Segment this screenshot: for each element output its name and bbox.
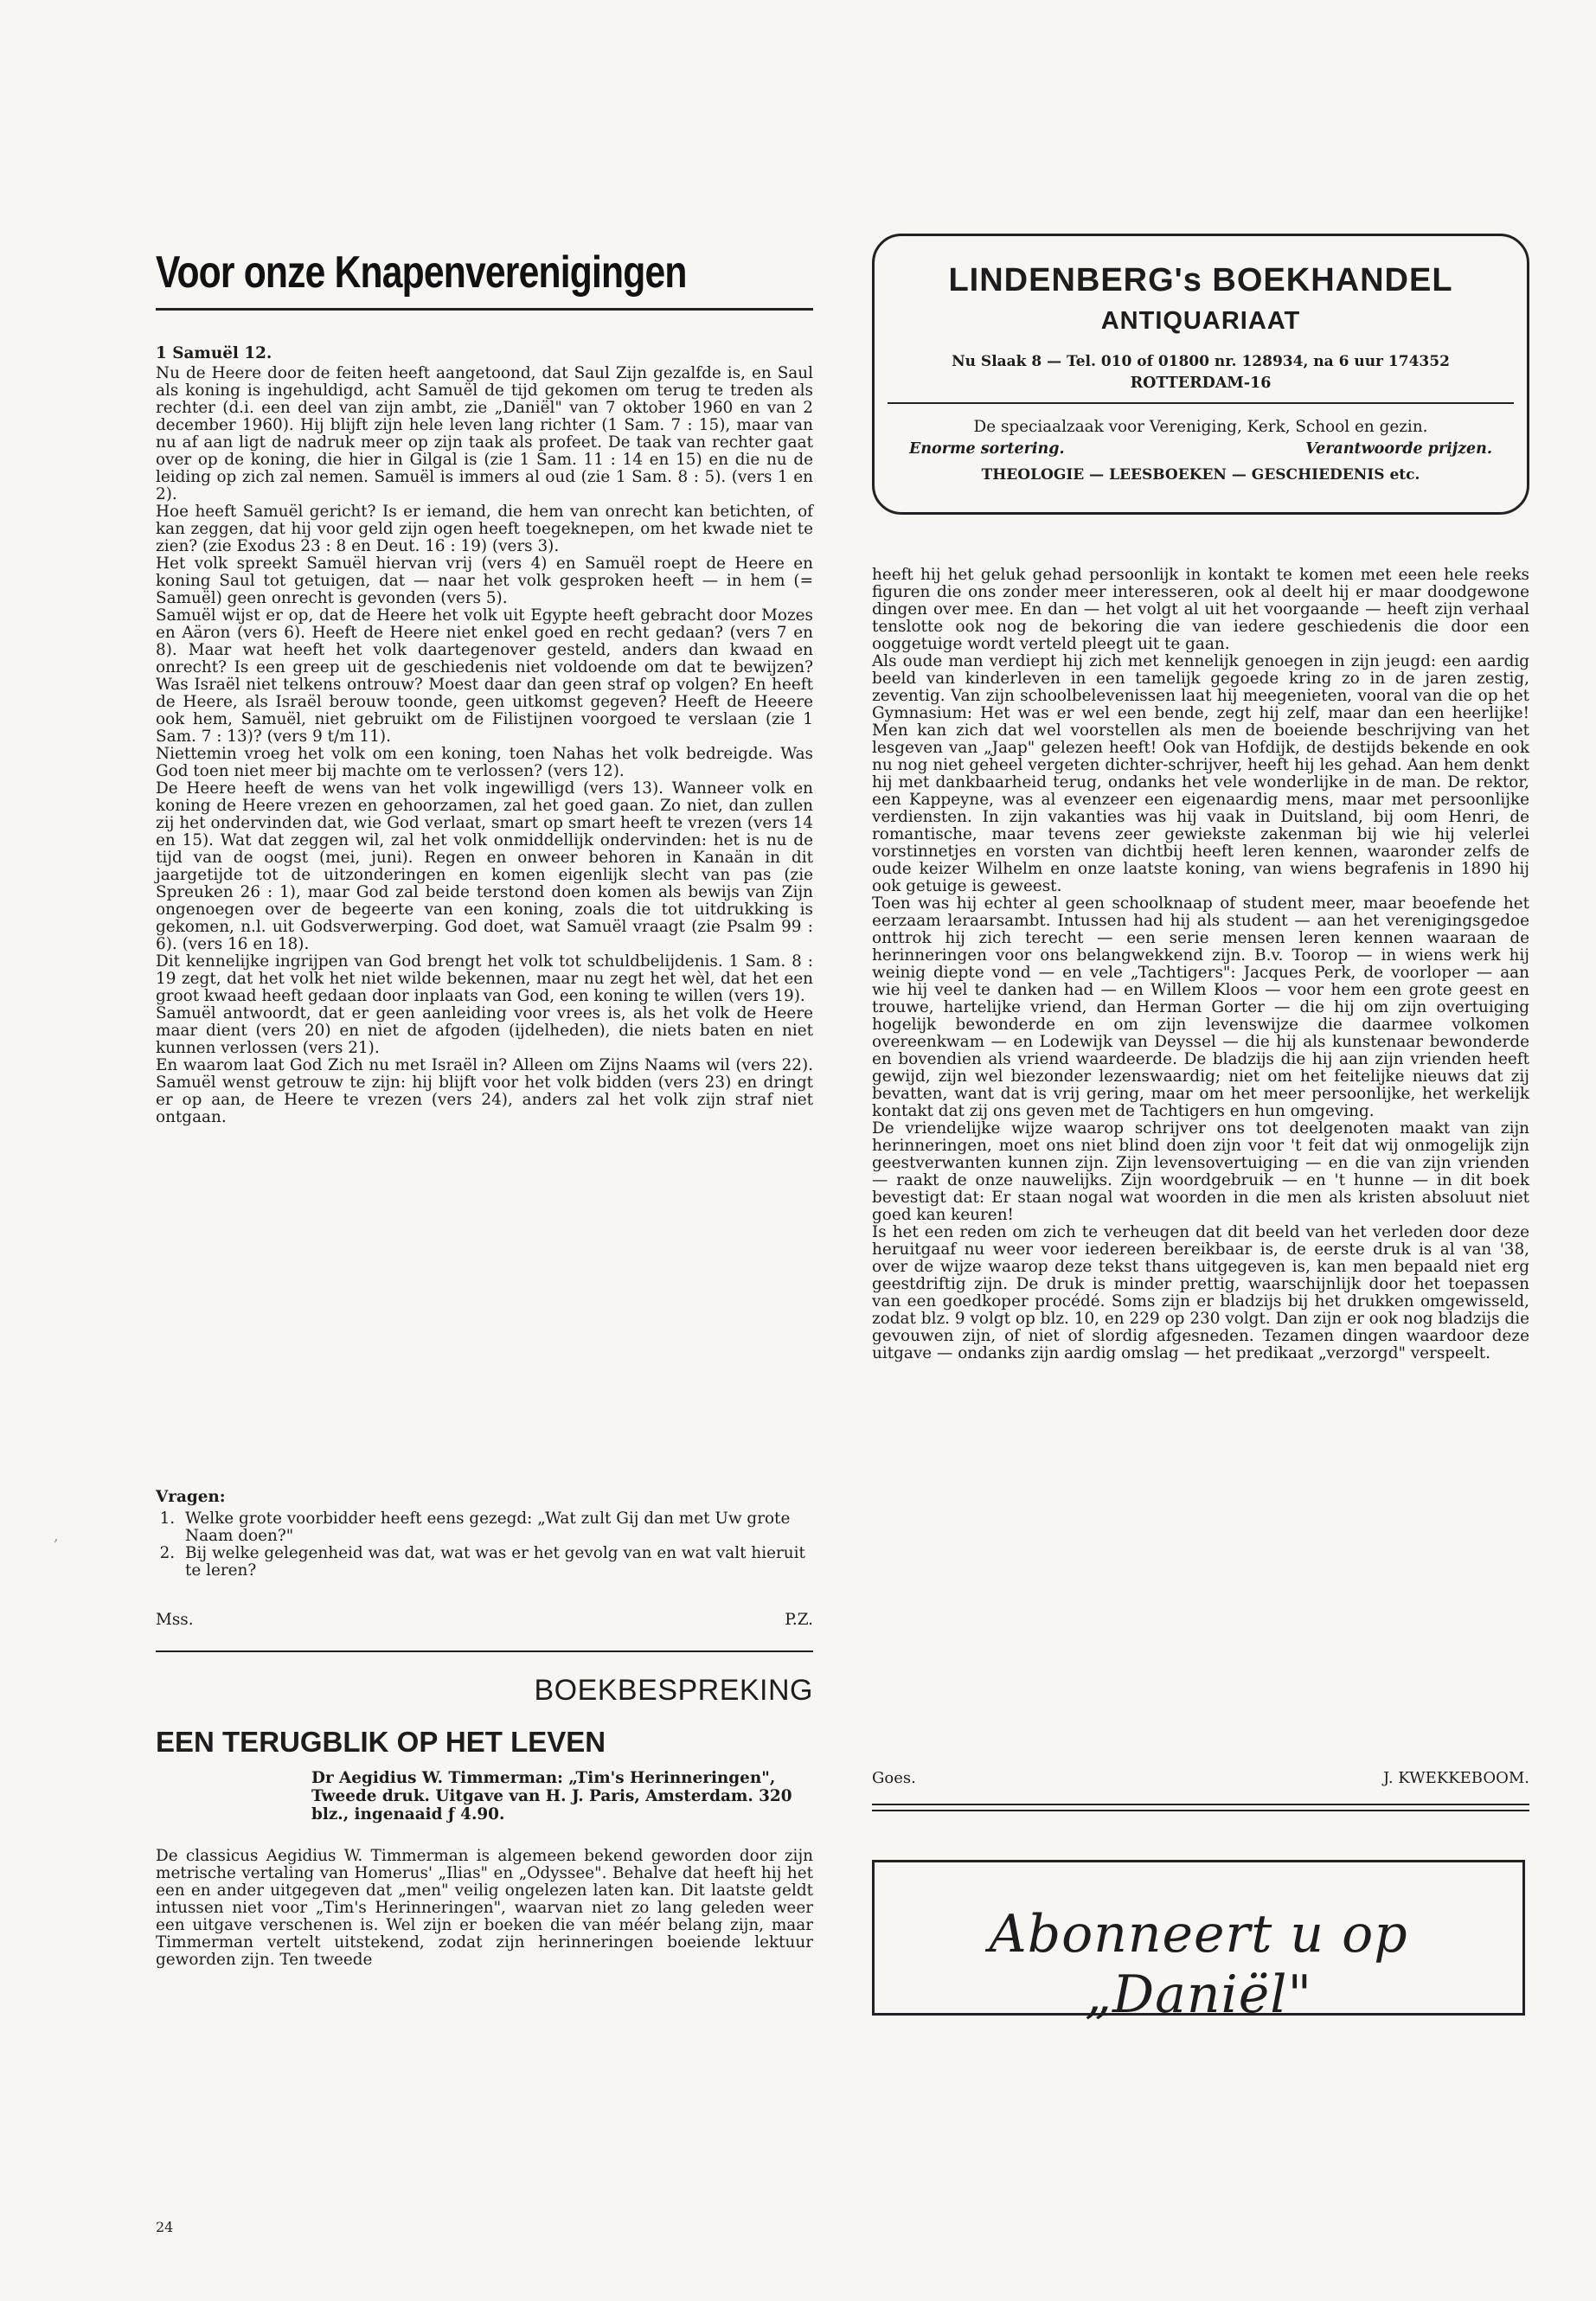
paragraph: Toen was hij echter al geen schoolknaap of student meer, maar beoefende het eerzaam leraarsambt. Intussen had hij als student — aan het verenigingsgedoe onttrok hij zich terecht — een serie mensen leren kennen waaraan de herinneringen voor ons belangwekkend zijn. B.v. Toorop — in wiens werk hij weinig diepte vond — en vele „Tachtigers": Jacques Perk, de voorloper — aan wie hij veel te danken had — en Willem Kloos — voor hem een grote geest en trouwe, hartelijke vriend, dan Herman Gorter — die hij om zijn overtuiging hogelijk bewonderde en om zijn levenswijze die daarmee volkomen overeenkwam — en Lodewijk van Deyssel — die hij als kunstenaar bewonderde en bovendien als vriend waardeerde. De bladzijs die hij aan zijn vrienden heeft gewijd, zijn wel biezonder lezenswaardig; niet om het feitelijke nieuws dat zij bevatten, want dat is vrij gering, maar om het meer persoonlijke, het werkelijk kontakt dat zij ons geven met de Tachtigers en hun omgeving. <box>872 894 1529 1120</box>
review-signature <box>872 1769 1529 1787</box>
signature-name: J. KWEKKEBOOM. <box>1383 1769 1529 1787</box>
paragraph: heeft hij het geluk gehad persoonlijk in kontakt te komen met eeen hele reeks figuren die ons zonder meer interesseren, ook al deelt hij er maar doodgewone dingen over mee. En dan — het volgt al uit het voorgaande — heeft zijn verhaal tenslotte ook nog de bekoring die van iedere geschiedenis die door een ooggetuige wordt verteld pleegt uit te gaan. <box>872 566 1529 653</box>
questions-title: Vragen: <box>156 1488 226 1506</box>
margin-mark: , <box>54 1527 59 1545</box>
paragraph: Niettemin vroeg het volk om een koning, toen Nahas het volk bedreigde. Was God toen niet meer bij machte om te verlossen? (vers 12). <box>156 745 813 780</box>
paragraph: En waarom laat God Zich nu met Israël in? Alleen om Zijns Naams wil (vers 22). Samuël wenst getrouw te zijn: hij blijft voor het volk bidden (vers 23) en dringt er op aan, de Heere te vrezen (vers 24), anders zal het volk zijn straf niet ontgaan. <box>156 1056 813 1126</box>
signature-place: Goes. <box>872 1769 916 1787</box>
question-item: 2. Bij welke gelegenheid was dat, wat was er het gevolg van en wat valt hieruit te leren? <box>180 1545 813 1580</box>
section-rule <box>872 1810 1529 1811</box>
review-body <box>872 567 1529 1362</box>
page-number: 24 <box>156 2219 174 2235</box>
shop-address: Nu Slaak 8 — Tel. 010 of 01800 nr. 128934, na 6 uur 174352 <box>952 353 1450 370</box>
review-intro <box>156 1848 813 1969</box>
review-title: EEN TERUGBLIK OP HET LEVEN <box>156 1726 606 1758</box>
scripture-reference: 1 Samuël 12. <box>156 344 272 362</box>
paragraph: De classicus Aegidius W. Timmerman is algemeen bekend geworden door zijn metrische vertaling van Homerus' „Ilias" en „Odyssee". Behalve dat heeft hij het een en ander uitgegeven dat „men" veilig ongelezen laten kan. Dit laatste geldt intussen niet voor „Tim's Herinneringen", waarvan niet zo lang geleden weer een uitgave verschenen is. Wel zijn er boeken die van méér belang zijn, maar Timmerman vertelt uitstekend, zodat zijn herinneringen boeiende lektuur geworden zijn. Ten tweede <box>156 1847 813 1969</box>
review-section-heading: BOEKBESPREKING <box>534 1674 813 1707</box>
shop-categories: THEOLOGIE — LEESBOEKEN — GESCHIEDENIS etc. <box>981 466 1420 484</box>
paragraph: Hoe heeft Samuël gericht? Is er iemand, die hem van onrecht kan betichten, of kan zeggen, dat hij voor geld zijn ogen heeft toegeknepen, om het kwade niet te zien? (zie Exodus 23 : 8 en Deut. 16 : 19) (vers 3). <box>156 503 813 555</box>
bookshop-advertisement <box>872 234 1529 515</box>
subscribe-advertisement <box>872 1860 1525 2025</box>
paragraph: De vriendelijke wijze waarop schrijver ons tot deelgenoten maakt van zijn herinneringen, moet ons niet blind doen zijn voor 't feit dat wij onmogelijk zijn geestverwanten kunnen zijn. Zijn levensovertuiging — en die van zijn vrienden — raakt de onze nauwelijks. Zijn woordgebruik — en 't hunne — in dit boek bevestigt dat: Er staan nogal wat woorden in die men als kristen absoluut niet goed kan keuren! <box>872 1119 1529 1224</box>
page-title: Voor onze Knapenverenigingen <box>156 247 687 298</box>
paragraph: Nu de Heere door de feiten heeft aangetoond, dat Saul Zijn gezalfde is, en Saul als koning is ingehuldigd, acht Samuël de tijd gekomen om terug te treden als rechter (d.i. een deel van zijn ambt, zie „Daniël" van 7 oktober 1960 en van 2 december 1960). Hij blijft zijn hele leven lang richter (1 Sam. 7 : 15), maar van nu af aan ligt de nadruk meer op zijn taak als profeet. De taak van rechter gaat over op de koning, die hier in Gilgal is (zie 1 Sam. 11 : 14 en 15) en die nu de leiding op zich zal nemen. Samuël is immers al oud (zie 1 Sam. 8 : 5). (vers 1 en 2). <box>156 364 813 503</box>
paragraph: Samuël antwoordt, dat er geen aanleiding voor vrees is, als het volk de Heere maar dient (vers 20) en niet de afgoden (ijdelheden), die niets baten en niet kunnen verlossen (vers 21). <box>156 1004 813 1057</box>
section-rule <box>872 1804 1529 1805</box>
paragraph: Het volk spreekt Samuël hiervan vrij (vers 4) en Samuël roept de Heere en koning Saul tot getuigen, dat — naar het volk gesproken heeft — in hem (= Samuël) geen onrecht is gevonden (vers 5). <box>156 554 813 607</box>
signature-right: P.Z. <box>785 1611 813 1629</box>
question-item: 1. Welke grote voorbidder heeft eens gezegd: „Wat zult Gij dan met Uw grote Naam doen?" <box>180 1510 813 1545</box>
shop-prices: Verantwoorde prijzen. <box>1305 440 1492 458</box>
ad-rule <box>888 402 1514 404</box>
signature-row <box>156 1611 813 1629</box>
signature-left: Mss. <box>156 1611 194 1629</box>
shop-subtitle: ANTIQUARIAAT <box>1100 307 1301 335</box>
title-rule <box>156 308 813 311</box>
article-body <box>156 365 813 1126</box>
paragraph: Dit kennelijke ingrijpen van God brengt het volk tot schuldbelijdenis. 1 Sam. 8 : 19 zegt, dat het volk het niet wilde bekennen, maar nu zegt het wèl, dat het een groot kwaad heeft gedaan door inplaats van God, een koning te willen (vers 19). <box>156 952 813 1005</box>
paragraph: De Heere heeft de wens van het volk ingewilligd (vers 13). Wanneer volk en koning de Heere vrezen en gehoorzamen, zal het goed gaan. Zo niet, dan zullen zij het ondervinden dat, wie God verlaat, smart op smart heeft te vrezen (vers 14 en 15). Wat dat zeggen wil, zal het volk onmiddellijk ondervinden: het is nu de tijd van de oogst (mei, juni). Regen en onweer behoren in Kanaän in dit jaargetijde tot de uitzonderingen en komen eigenlijk slecht van pas (zie Spreuken 26 : 1), maar God zal beide terstond doen komen als bewijs van Zijn ongenoegen over de begeerte van een koning, zoals die tot uitdrukking is gekomen, n.l. uit Godsverwerping. God doet, wat Samuël vraagt (zie Psalm 99 : 6). (vers 16 en 18). <box>156 779 813 953</box>
ad-features <box>909 440 1492 458</box>
book-info: Dr Aegidius W. Timmerman: „Tim's Herinneringen", Tweede druk. Uitgave van H. J. Paris, Amsterdam. 320 blz., ingenaaid ƒ 4.90. <box>311 1769 792 1823</box>
shop-specialty: De speciaalzaak voor Vereniging, Kerk, School en gezin. <box>973 418 1428 436</box>
paragraph: Samuël wijst er op, dat de Heere het volk uit Egypte heeft gebracht door Mozes en Aäron (vers 6). Heeft de Heere niet enkel goed en recht gedaan? (vers 7 en 8). Maar wat heeft het volk daartegenover gesteld, anders dan kwaad en onrecht? Is een greep uit de geschiedenis niet voldoende om dat te bewijzen? Was Israël niet telkens ontrouw? Moest daar dan geen straf op volgen? En heeft de Heere, als Israël berouw toonde, geen uitkomst gegeven? Heeft de Heeere ook hem, Samuël, niet gebruikt om de Filistijnen voorgoed te verslaan (zie 1 Sam. 7 : 13)? (vers 9 t/m 11). <box>156 606 813 746</box>
shop-city: ROTTERDAM-16 <box>1130 375 1272 392</box>
subscribe-slogan: Abonneert u op „Daniël" <box>989 1904 1408 2025</box>
paragraph: Als oude man verdiept hij zich met kennelijk genoegen in zijn jeugd: een aardig beeld van kinderleven in een tamelijk gegoede kring zo in de jaren zestig, zeventig. Van zijn schoolbelevenissen laat hij meegenieten, vooral van die op het Gymnasium: Het was er wel een bende, zegt hij zelf, maar dan een heerlijke! Men kan zich dat wel voorstellen als men de boeiende beschrijving van het lesgeven van „Jaap" gelezen heeft! Ook van Hofdijk, de destijds bekende en ook nu nog niet geheel vergeten dichter-schrijver, heeft hij les gehad. Aan hem denkt hij met dankbaarheid terug, ondanks het vele wonderlijke in de man. De rektor, een Kappeyne, was al evenzeer een eigenaardig mens, maar met persoonlijke verdiensten. In zijn vakanties was hij vaak in Duitsland, bij oom Henri, de romantische, maar tevens zeer gewiekste zakenman bij wie hij velerlei vorstinnetjes en vorsten van dichtbij heeft leren kennen, waaronder zelfs de oude keizer Wilhelm en onze laatste koning, van wiens begrafenis in 1890 hij ook getuige is geweest. <box>872 652 1529 895</box>
shop-assortment: Enorme sortering. <box>909 440 1065 458</box>
questions-list <box>156 1510 813 1580</box>
shop-name: LINDENBERG's BOEKHANDEL <box>948 262 1453 298</box>
paragraph: Is het een reden om zich te verheugen dat dit beeld van het verleden door deze heruitgaaf nu weer voor iedereen bereikbaar is, de eerste druk is al van '38, over de wijze waarop deze tekst thans uitgegeven is, kan men bepaald niet erg geestdriftig zijn. De druk is minder prettig, waarschijnlijk door het toepassen van een goedkoper procédé. Soms zijn er bladzijs bij het drukken omgewisseld, zodat blz. 9 volgt op blz. 10, en 229 op 230 volgt. Dan zijn er ook nog bladzijs die gevouwen zijn, of niet of slordig afgesneden. Tezamen dingen waardoor deze uitgave — ondanks zijn aardig omslag — het predikaat „verzorgd" verspeelt. <box>872 1223 1529 1362</box>
section-rule <box>156 1650 813 1652</box>
